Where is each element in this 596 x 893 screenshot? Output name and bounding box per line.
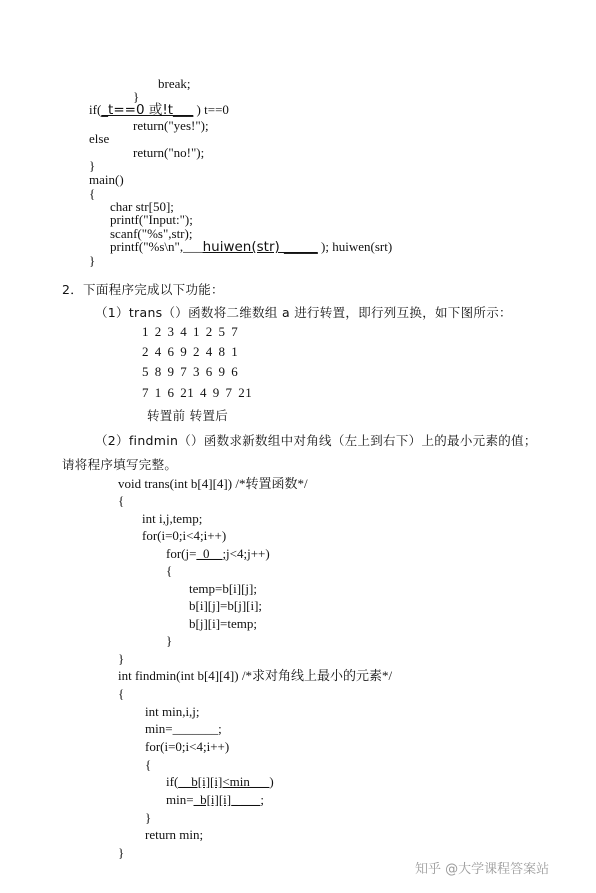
code-findmin-signature: int findmin(int b[4][4]) /*求对角线上最小的元素*/ xyxy=(118,668,393,683)
code-if-prefix: if( xyxy=(89,102,102,117)
code-if-suffix: ) xyxy=(269,774,274,789)
matrix-row: 2 4 6 9 2 4 8 1 xyxy=(142,344,239,359)
matrix-caption: 转置前 转置后 xyxy=(147,408,229,423)
code-swap: temp=b[i][j]; xyxy=(189,581,257,596)
code-min-init-line xyxy=(145,721,222,736)
code-swap: b[i][j]=b[j][i]; xyxy=(189,598,263,613)
question-2-item-1: （1）trans（）函数将二维数组 a 进行转置，即行列互换，如下图所示： xyxy=(95,305,512,320)
code-if-line xyxy=(166,774,274,789)
answer-blank-if: _t==0 或!t___ xyxy=(101,102,194,118)
code-decl: int i,j,temp; xyxy=(142,511,203,526)
code-printf-prefix: printf("%s\n",___ xyxy=(110,239,203,254)
answer-blank-if-min: __b[i][i]<min___ xyxy=(178,774,270,789)
code-break: break; xyxy=(158,76,191,91)
question-2-item-2: （2）findmin（）函数求新数组中对角线（左上到右下）上的最小元素的值； xyxy=(95,433,537,448)
code-assign-prefix: min= xyxy=(166,792,194,807)
code-swap: b[j][i]=temp; xyxy=(189,616,257,631)
code-for-j-line xyxy=(166,546,270,561)
code-printf-line xyxy=(110,239,392,255)
answer-blank-assign: _b[i][i]_ ___ xyxy=(193,792,261,807)
code-if-suffix: ) t==0 xyxy=(193,102,229,117)
code-assign-line xyxy=(166,792,264,807)
watermark: 知乎 @大学课程答案站 xyxy=(415,862,550,877)
code-min-suffix: ; xyxy=(218,721,222,736)
code-trans-signature: void trans(int b[4][4]) /*转置函数*/ xyxy=(118,476,308,491)
answer-blank-for-j: _0__ xyxy=(196,546,223,561)
question-2-item-2-cont: 请将程序填写完整。 xyxy=(62,457,178,472)
code-brace: { xyxy=(166,563,173,578)
code-brace: } xyxy=(133,89,140,104)
code-printf-suffix: ); huiwen(srt) xyxy=(317,239,393,254)
code-for-i: for(i=0;i<4;i++) xyxy=(145,739,230,754)
matrix-row: 5 8 9 7 3 6 9 6 xyxy=(142,364,239,379)
code-return-min: return min; xyxy=(145,827,204,842)
code-decl: int min,i,j; xyxy=(145,704,200,719)
question-2-heading: 2．下面程序完成以下功能： xyxy=(62,282,224,297)
code-brace: } xyxy=(118,845,125,860)
code-assign-suffix: ; xyxy=(260,792,264,807)
code-for-j-suffix: ;j<4;j++) xyxy=(222,546,270,561)
code-for-i: for(i=0;i<4;i++) xyxy=(142,528,227,543)
code-char-str: char str[50]; xyxy=(110,199,174,214)
code-min-prefix: min= xyxy=(145,721,173,736)
code-scanf: scanf("%s",str); xyxy=(110,226,193,241)
code-brace: } xyxy=(166,633,173,648)
code-brace: } xyxy=(89,158,96,173)
code-brace: } xyxy=(89,253,96,268)
code-printf-input: printf("Input:"); xyxy=(110,212,193,227)
matrix-row: 1 2 3 4 1 2 5 7 xyxy=(142,324,239,339)
code-brace: } xyxy=(145,810,152,825)
matrix-row: 7 1 6 21 4 9 7 21 xyxy=(142,385,253,400)
code-return-yes: return("yes!"); xyxy=(133,118,209,133)
code-if-prefix: if( xyxy=(166,774,179,789)
code-main: main() xyxy=(89,172,124,187)
answer-blank-min: _______ xyxy=(172,721,219,736)
code-brace: } xyxy=(118,651,125,666)
code-brace: { xyxy=(89,186,96,201)
code-brace: { xyxy=(118,686,125,701)
code-brace: { xyxy=(145,757,152,772)
code-for-j-prefix: for(j= xyxy=(166,546,197,561)
code-else: else xyxy=(89,131,110,146)
code-return-no: return("no!"); xyxy=(133,145,205,160)
code-if-line xyxy=(89,102,229,118)
answer-blank-printf: huiwen(str) _____ xyxy=(202,239,318,255)
code-brace: { xyxy=(118,493,125,508)
